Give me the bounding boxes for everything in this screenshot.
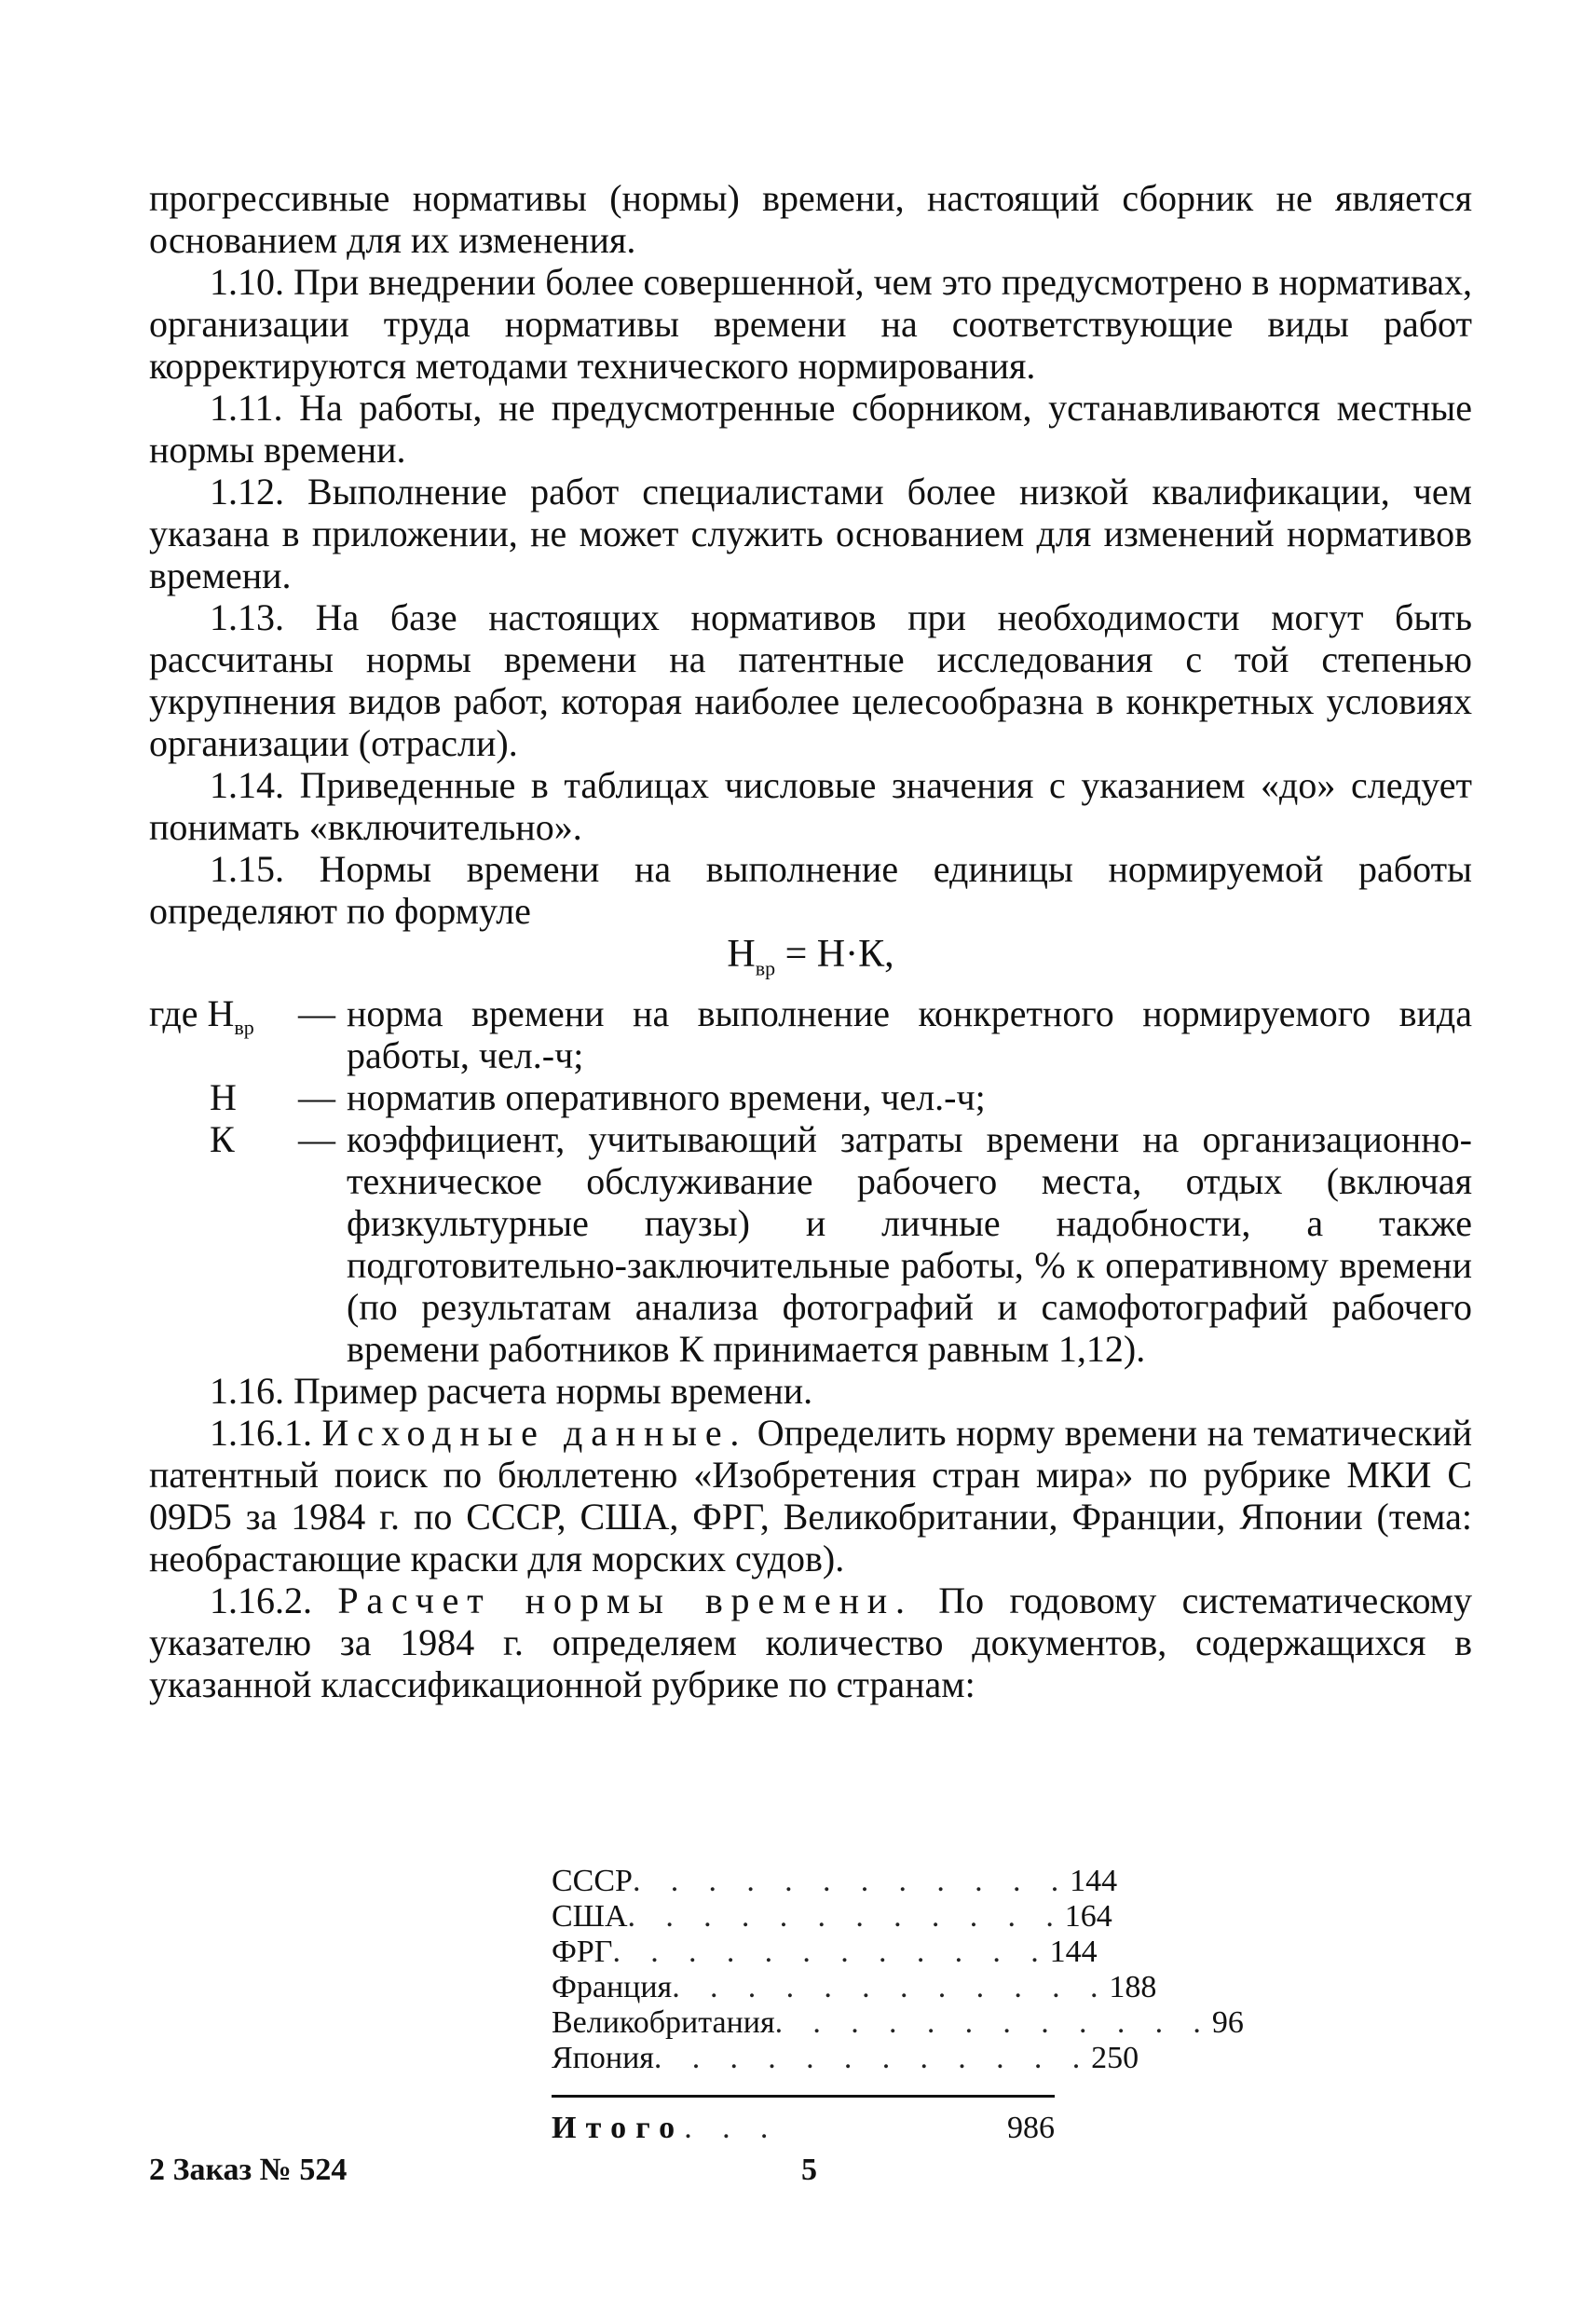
table-row-country: ФРГ <box>552 1935 613 1969</box>
table-total-label: Итого <box>552 2111 685 2145</box>
table-row <box>552 2005 1244 2041</box>
table-row-country: Великобритания <box>552 2005 775 2040</box>
main-text <box>149 177 1472 1705</box>
paragraph-1-16-2-text: По годовому систематическому указателю за 1984 г. определяем количество документов, содержащихся в указанной классификационной рубрике по странам: <box>149 1579 1472 1706</box>
table-row-leader: . . . . . . . . . . . . <box>612 1935 1050 1969</box>
definition-h-text: норматив оперативного времени, чел.-ч; <box>347 1076 986 1119</box>
definition-h <box>149 1076 1472 1118</box>
table-row <box>552 1864 1118 1899</box>
table-row <box>552 1970 1157 2005</box>
paragraph-1-16-2-number: 1.16.2. <box>210 1579 312 1622</box>
definition-hvr <box>149 992 1472 1076</box>
paragraph-1-16-1-heading: Исходные данные. <box>321 1412 748 1455</box>
table-row-count: 144 <box>1049 1935 1098 1969</box>
formula-lhs-sub: вр <box>755 956 776 980</box>
table-row-leader: . . . . . . . . . . . . <box>627 1899 1065 1934</box>
table-row <box>552 1935 1098 1970</box>
definition-k-text: коэффициент, учитывающий затраты времени на организационно-техническое обслуживание рабочего места, отдых (включая физкультурные паузы) и личные надобности, а также подготовительно-заключительные работы, % к оперативному времени (по результатам анализа фотографий и самофотографий рабочего времени работников К принимается равным 1,12). <box>347 1118 1472 1371</box>
definition-hvr-dash: — <box>298 992 335 1035</box>
table-row <box>552 2041 1139 2076</box>
table-row-leader: . . . . . . . . . . . . <box>653 2041 1092 2075</box>
table-row-leader: . . . . . . . . . . . . <box>774 2005 1212 2040</box>
table-row-count: 96 <box>1211 2005 1244 2040</box>
definition-hvr-text: норма времени на выполнение конкретного нормируемого вида работы, чел.-ч; <box>347 992 1472 1077</box>
paragraph-1-10: 1.10. При внедрении более совершенной, чем это предусмотрено в нормативах, организации труда нормативы времени на соответствующие виды работ корректируются методами технического нормирования. <box>149 261 1472 387</box>
country-document-table <box>552 1864 1244 2146</box>
definition-h-symbol: Н <box>210 1076 237 1119</box>
definition-h-dash: — <box>298 1076 335 1119</box>
table-rows <box>552 1864 1244 2076</box>
paragraph-1-12: 1.12. Выполнение работ специалистами более низкой квалификации, чем указана в приложении, не может служить основанием для изменений нормативов времени. <box>149 471 1472 596</box>
table-row-country: СССР <box>552 1864 633 1898</box>
table-row <box>552 1899 1112 1935</box>
formula <box>149 934 1472 989</box>
table-row-count: 164 <box>1064 1899 1112 1934</box>
page-number: 5 <box>801 2153 817 2187</box>
table-row-country: США <box>552 1899 628 1934</box>
formula-rhs: = Н·К, <box>775 933 894 976</box>
table-total-value: 986 <box>1007 2111 1055 2145</box>
paragraph-1-16-1-number: 1.16.1. <box>210 1412 312 1455</box>
table-total-row <box>552 2111 1055 2146</box>
table-row-count: 144 <box>1070 1864 1118 1898</box>
paragraph-1-11: 1.11. На работы, не предусмотренные сборником, устанавливаются местные нормы времени. <box>149 387 1472 471</box>
definition-hvr-sub: вр <box>234 1016 254 1040</box>
table-row-country: Франция <box>552 1970 673 2004</box>
paragraph-continuation: прогрессивные нормативы (нормы) времени, настоящий сборник не является основанием для их изменения. <box>149 177 1472 261</box>
paragraph-1-16-1 <box>149 1412 1472 1579</box>
table-row-leader: . . . . . . . . . . . . <box>632 1864 1071 1898</box>
footer-order-number: 2 Заказ № 524 <box>149 2153 348 2187</box>
table-row-count: 250 <box>1091 2041 1139 2075</box>
definition-hvr-prefix: где Н <box>149 992 235 1035</box>
paragraph-1-16-1-text: Определить норму времени на тематический патентный поиск по бюллетеню «Изобретения стран мира» по рубрике МКИ С 09D5 за 1984 г. по СССР, США, ФРГ, Великобритании, Франции, Японии (тема: необрастающие краски для морских судов). <box>149 1412 1473 1580</box>
paragraph-1-13: 1.13. На базе настоящих нормативов при необходимости могут быть рассчитаны нормы времени на патентные исследования с той степенью укрупнения видов работ, которая наиболее целесообразна в конкретных условиях организации (отрасли). <box>149 596 1472 764</box>
paragraph-1-16: 1.16. Пример расчета нормы времени. <box>210 1370 813 1413</box>
paragraph-1-16-2-heading: Расчет нормы времени. <box>337 1579 913 1622</box>
table-total-leader: . . . <box>684 2111 780 2145</box>
table-row-country: Япония <box>552 2041 654 2075</box>
paragraph-1-15: 1.15. Нормы времени на выполнение единицы нормируемой работы определяют по формуле <box>149 848 1472 932</box>
definition-k-symbol: К <box>210 1118 235 1161</box>
definition-k-dash: — <box>298 1118 335 1161</box>
paragraph-1-14: 1.14. Приведенные в таблицах числовые значения с указанием «до» следует понимать «включительно». <box>149 764 1472 848</box>
table-divider <box>552 2095 1055 2098</box>
formula-definitions <box>149 992 1472 1370</box>
formula-lhs: Н <box>727 933 756 976</box>
paragraph-1-16-2 <box>149 1579 1472 1705</box>
definition-k <box>149 1118 1472 1370</box>
table-row-leader: . . . . . . . . . . . . <box>672 1970 1110 2004</box>
table-row-count: 188 <box>1109 1970 1157 2004</box>
